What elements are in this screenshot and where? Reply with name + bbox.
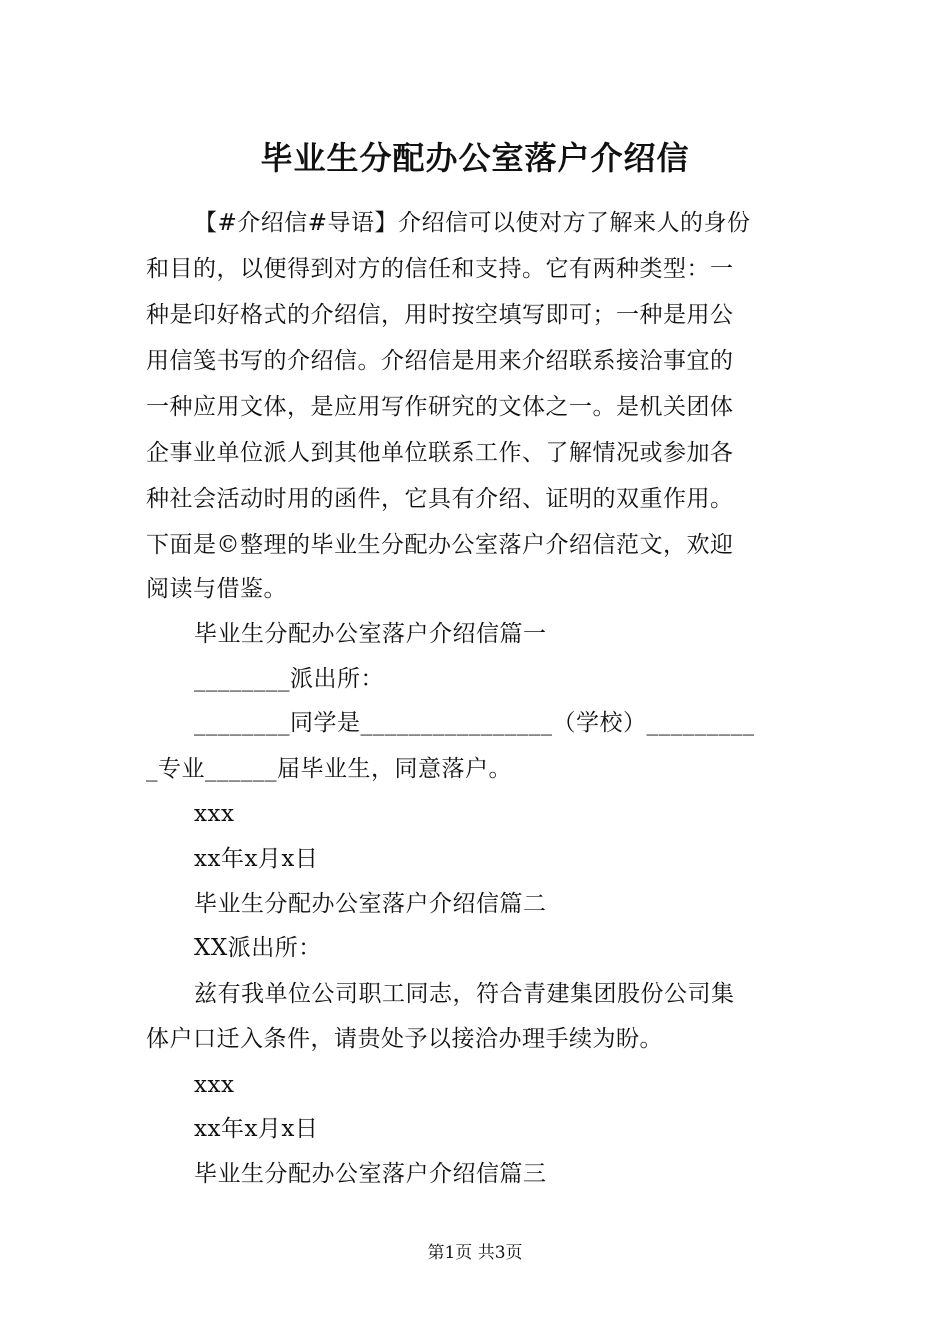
intro-line-2: 和目的，以便得到对方的信任和支持。它有两种类型：一 — [146, 256, 734, 282]
section1-signature: xxx — [194, 801, 235, 827]
intro-line-8: 下面是©整理的毕业生分配办公室落户介绍信范文，欢迎 — [146, 532, 734, 558]
intro-line-3: 种是印好格式的介绍信，用时按空填写即可；一种是用公 — [146, 302, 734, 328]
section1-body-line-1: ________同学是________________（学校）_________ — [194, 710, 755, 736]
section2-body-line-2: 体户口迁入条件，请贵处予以接洽办理手续为盼。 — [146, 1026, 663, 1052]
page-footer: 第1页 共3页 — [427, 1243, 523, 1263]
intro-line-6: 企事业单位派人到其他单位联系工作、了解情况或参加各 — [146, 440, 734, 466]
section1-body-line-2: _专业______届毕业生，同意落户。 — [146, 756, 512, 782]
section1-addressee: ________派出所： — [194, 666, 384, 692]
section1-date: xx年x月x日 — [194, 846, 319, 872]
intro-line-4: 用信笺书写的介绍信。介绍信是用来介绍联系接洽事宜的 — [146, 348, 734, 374]
section3-heading: 毕业生分配办公室落户介绍信篇三 — [194, 1161, 547, 1187]
intro-line-9: 阅读与借鉴。 — [146, 576, 287, 602]
section1-heading: 毕业生分配办公室落户介绍信篇一 — [194, 621, 547, 647]
intro-line-5: 一种应用文体，是应用写作研究的文体之一。是机关团体 — [146, 394, 734, 420]
intro-line-1: 【#介绍信#导语】介绍信可以使对方了解来人的身份 — [194, 210, 751, 236]
section2-addressee: XX派出所： — [194, 935, 322, 961]
document-title: 毕业生分配办公室落户介绍信 — [260, 139, 690, 177]
section2-signature: xxx — [194, 1072, 235, 1098]
intro-line-7: 种社会活动时用的函件，它具有介绍、证明的双重作用。 — [146, 486, 734, 512]
section2-date: xx年x月x日 — [194, 1116, 319, 1142]
section2-heading: 毕业生分配办公室落户介绍信篇二 — [194, 891, 547, 917]
section2-body-line-1: 兹有我单位公司职工同志，符合青建集团股份公司集 — [194, 981, 735, 1007]
